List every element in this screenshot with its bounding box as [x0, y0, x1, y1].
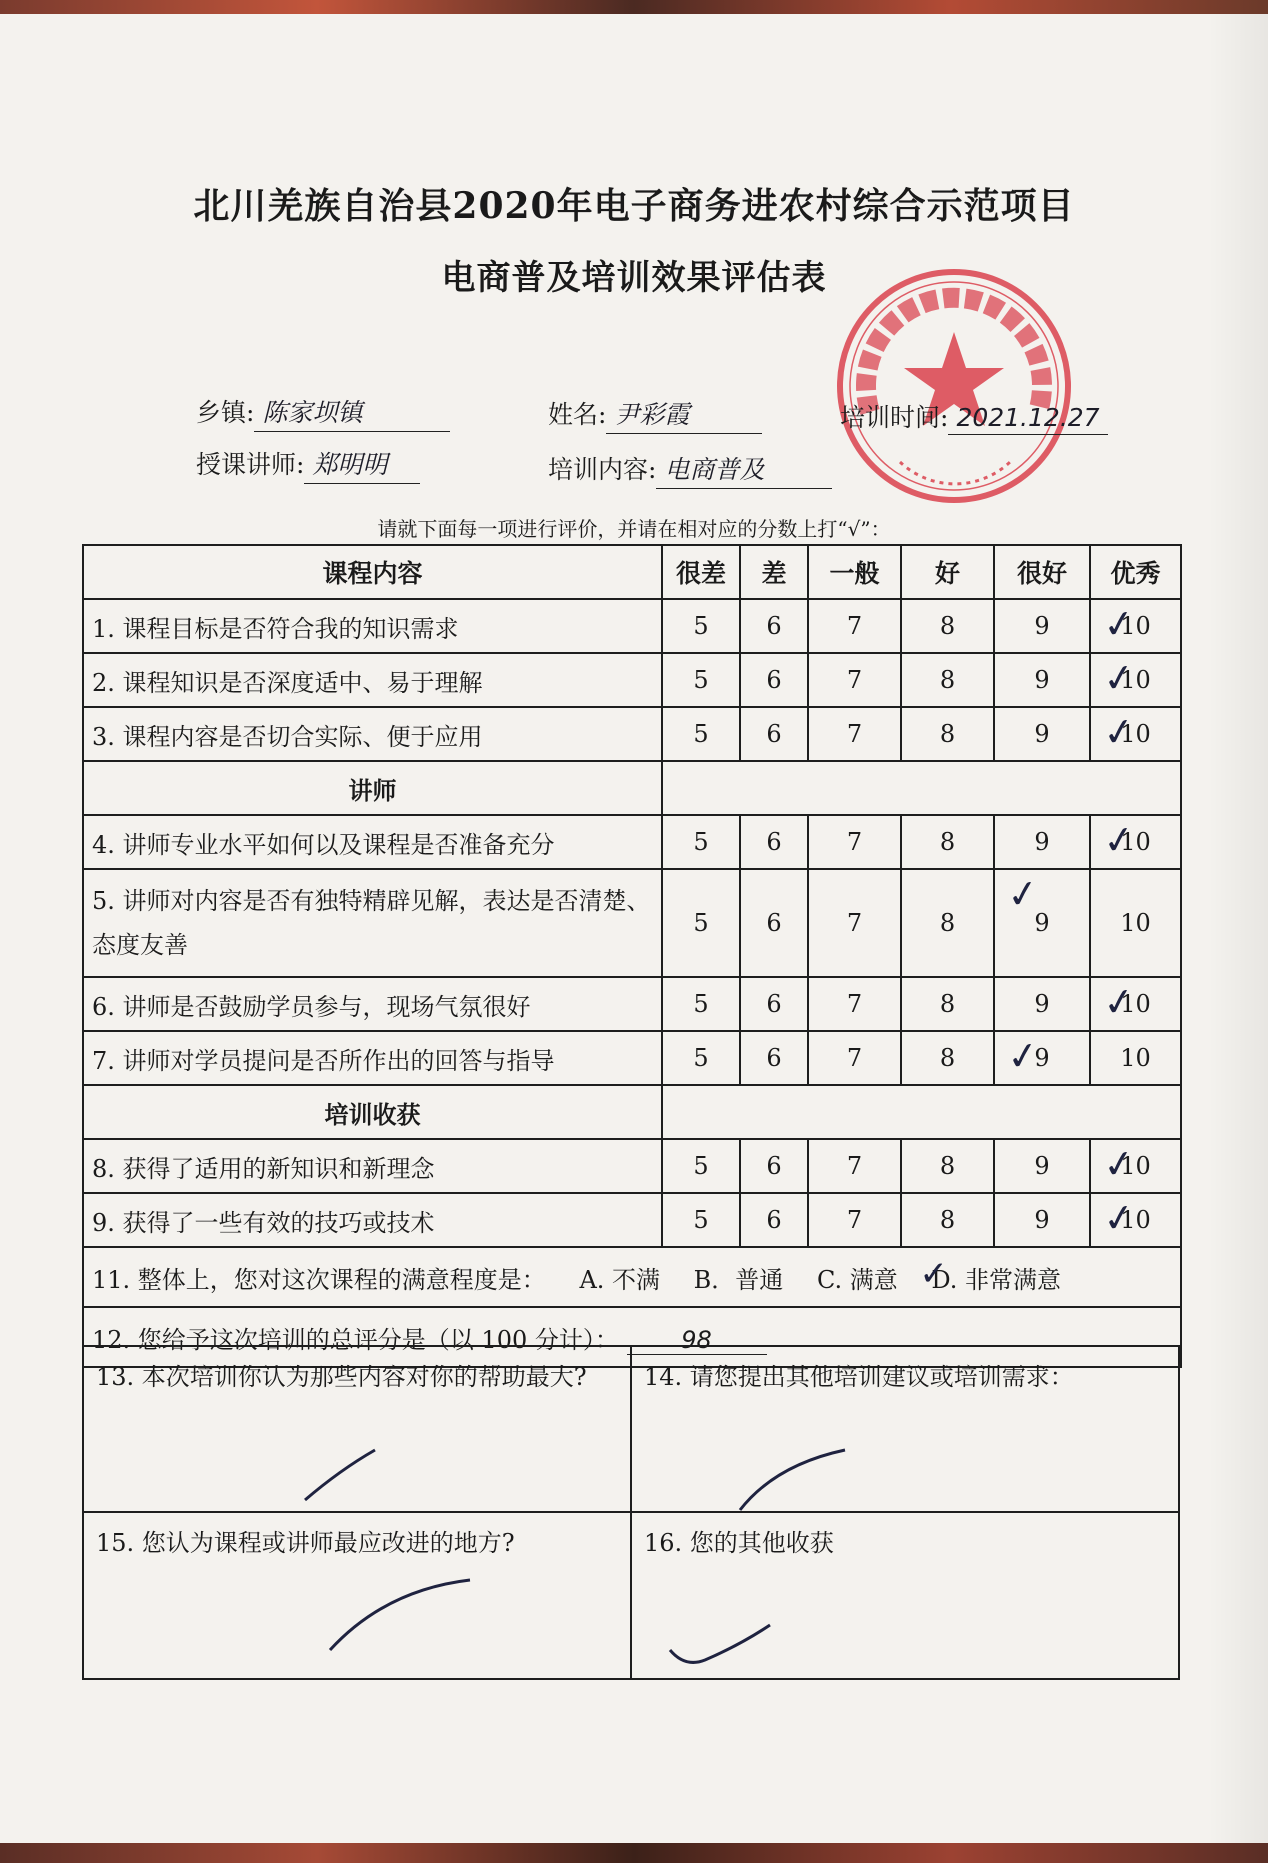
score-cell[interactable]: 6 — [740, 869, 808, 977]
score-cell[interactable]: 5 — [662, 1193, 740, 1247]
score-cell-checked[interactable]: 10 ✓ — [1090, 653, 1181, 707]
name-value: 尹彩霞 — [606, 395, 762, 434]
satisfaction-cell — [83, 1247, 1181, 1307]
score-cell[interactable]: 7 — [808, 815, 901, 869]
satisfaction-row — [83, 1247, 1181, 1307]
content-label: 培训内容: — [548, 455, 657, 484]
score-cell-checked[interactable]: 10 ✓ — [1090, 1139, 1181, 1193]
time-label: 培训时间: — [840, 403, 949, 432]
score-cell[interactable]: 6 — [740, 977, 808, 1031]
header-very-good: 很好 — [994, 545, 1090, 599]
option-d[interactable]: D. 非常满意 ✓ — [931, 1266, 1061, 1294]
score-cell[interactable]: 6 — [740, 707, 808, 761]
score-cell[interactable]: 8 — [901, 869, 994, 977]
score-cell[interactable]: 8 — [901, 977, 994, 1031]
instruction-text: 请就下面每一项进行评价，并请在相对应的分数上打“√”： — [377, 517, 891, 541]
town-value: 陈家坝镇 — [254, 393, 450, 432]
score-cell[interactable]: 5 — [662, 1139, 740, 1193]
score-cell[interactable]: 7 — [808, 1031, 901, 1085]
score-cell[interactable]: 5 — [662, 707, 740, 761]
score-cell[interactable]: 5 — [662, 1031, 740, 1085]
section-gain: 培训收获 — [83, 1085, 662, 1139]
score-cell-checked[interactable]: 10 ✓ — [1090, 815, 1181, 869]
question-text: 3. 课程内容是否切合实际、便于应用 — [83, 707, 662, 761]
score-cell-checked[interactable]: 9 ✓ — [994, 869, 1090, 977]
pen-stroke — [735, 1445, 855, 1515]
section-row-lecturer — [83, 761, 1181, 815]
lecturer-value: 郑明明 — [304, 445, 420, 484]
question-text: 2. 课程知识是否深度适中、易于理解 — [83, 653, 662, 707]
header-average: 一般 — [808, 545, 901, 599]
table-row — [83, 1139, 1181, 1193]
option-b[interactable]: B．普通 — [693, 1265, 784, 1294]
open-q15: 15. 您认为课程或讲师最应改进的地方? — [96, 1529, 515, 1557]
table-row — [83, 1031, 1181, 1085]
open-q16: 16. 您的其他收获 — [644, 1529, 834, 1557]
question-text: 4. 讲师专业水平如何以及课程是否准备充分 — [83, 815, 662, 869]
score-cell[interactable]: 7 — [808, 599, 901, 653]
table-row — [83, 653, 1181, 707]
score-cell[interactable]: 9 — [994, 653, 1090, 707]
section-lecturer: 讲师 — [83, 761, 662, 815]
table-row — [83, 1193, 1181, 1247]
open-q14: 14. 请您提出其他培训建议或培训需求： — [644, 1363, 1074, 1391]
table-row — [83, 707, 1181, 761]
header-good: 好 — [901, 545, 994, 599]
score-cell[interactable]: 6 — [740, 653, 808, 707]
score-cell[interactable]: 8 — [901, 599, 994, 653]
option-a[interactable]: A. 不满 — [579, 1265, 661, 1294]
score-cell[interactable]: 8 — [901, 1139, 994, 1193]
header-excellent: 优秀 — [1090, 545, 1181, 599]
name-field — [548, 395, 762, 434]
time-value: 2021.12.27 — [948, 403, 1107, 435]
score-cell-checked[interactable]: 10 ✓ — [1090, 977, 1181, 1031]
score-cell-checked[interactable]: 9 ✓ — [994, 1031, 1090, 1085]
score-cell[interactable]: 9 — [994, 815, 1090, 869]
score-cell[interactable]: 5 — [662, 869, 740, 977]
question-text: 6. 讲师是否鼓励学员参与，现场气氛很好 — [83, 977, 662, 1031]
open-questions-table — [82, 1345, 1180, 1680]
check-mark-icon — [665, 1620, 775, 1670]
score-cell[interactable]: 7 — [808, 977, 901, 1031]
town-label: 乡镇: — [196, 398, 255, 427]
score-cell[interactable]: 9 — [994, 707, 1090, 761]
open-q14-cell[interactable] — [631, 1346, 1179, 1512]
score-cell[interactable]: 7 — [808, 1193, 901, 1247]
satisfaction-question: 11. 整体上，您对这次课程的满意程度是： — [92, 1265, 546, 1294]
score-cell[interactable]: 7 — [808, 869, 901, 977]
open-q13: 13. 本次培训你认为那些内容对你的帮助最大? — [96, 1363, 587, 1391]
score-cell[interactable]: 5 — [662, 977, 740, 1031]
score-cell[interactable]: 8 — [901, 1031, 994, 1085]
header-very-poor: 很差 — [662, 545, 740, 599]
table-row — [83, 815, 1181, 869]
pen-stroke — [325, 1575, 475, 1655]
score-cell[interactable]: 5 — [662, 599, 740, 653]
score-cell[interactable]: 8 — [901, 1193, 994, 1247]
table-row — [83, 869, 1181, 977]
table-row — [83, 977, 1181, 1031]
score-cell[interactable]: 7 — [808, 1139, 901, 1193]
score-cell[interactable]: 7 — [808, 653, 901, 707]
score-cell[interactable]: 8 — [901, 653, 994, 707]
pen-stroke — [300, 1445, 380, 1505]
score-cell-checked[interactable]: 10 ✓ — [1090, 707, 1181, 761]
table-row — [83, 599, 1181, 653]
official-seal-stamp — [830, 262, 1078, 510]
question-text: 8. 获得了适用的新知识和新理念 — [83, 1139, 662, 1193]
lecturer-label: 授课讲师: — [196, 450, 305, 479]
score-cell[interactable]: 9 — [994, 1193, 1090, 1247]
score-cell-checked[interactable]: 10 ✓ — [1090, 599, 1181, 653]
score-cell[interactable]: 6 — [740, 1031, 808, 1085]
header-course-content: 课程内容 — [83, 545, 662, 599]
total-score-question: 12. 您给予这次培训的总评分是（以 100 分计）： — [92, 1325, 619, 1354]
name-label: 姓名: — [548, 400, 607, 429]
question-text: 9. 获得了一些有效的技巧或技术 — [83, 1193, 662, 1247]
score-cell[interactable]: 9 — [994, 1139, 1090, 1193]
score-cell[interactable]: 6 — [740, 1139, 808, 1193]
question-text: 5. 讲师对内容是否有独特精辟见解，表达是否清楚、态度友善 — [83, 869, 662, 977]
option-c[interactable]: C. 满意 — [816, 1265, 898, 1294]
total-score-value[interactable]: 98 — [627, 1326, 767, 1355]
score-cell[interactable]: 6 — [740, 815, 808, 869]
form-title: 北川羌族自治县2020年电子商务进农村综合示范项目 — [193, 185, 1075, 227]
photo-bottom-edge — [0, 1843, 1268, 1863]
score-cell[interactable]: 6 — [740, 1193, 808, 1247]
score-cell[interactable]: 7 — [808, 707, 901, 761]
table-header-row — [83, 545, 1181, 599]
photo-top-edge — [0, 0, 1268, 14]
section-row-gain — [83, 1085, 1181, 1139]
score-cell[interactable]: 8 — [901, 815, 994, 869]
time-field — [840, 398, 1108, 435]
score-cell-checked[interactable]: 10 ✓ — [1090, 1193, 1181, 1247]
score-cell[interactable]: 9 — [994, 599, 1090, 653]
header-poor: 差 — [740, 545, 808, 599]
question-text: 7. 讲师对学员提问是否所作出的回答与指导 — [83, 1031, 662, 1085]
score-cell[interactable]: 5 — [662, 653, 740, 707]
rating-table — [82, 544, 1182, 1368]
score-cell[interactable]: 8 — [901, 707, 994, 761]
lecturer-field — [196, 445, 420, 484]
content-value: 电商普及 — [656, 450, 832, 489]
score-cell[interactable]: 9 — [994, 977, 1090, 1031]
score-cell[interactable]: 6 — [740, 599, 808, 653]
score-cell[interactable]: 5 — [662, 815, 740, 869]
content-field — [548, 450, 832, 489]
score-cell[interactable]: 10 — [1090, 869, 1181, 977]
form-subtitle: 电商普及培训效果评估表 — [441, 258, 827, 298]
score-cell[interactable]: 10 — [1090, 1031, 1181, 1085]
question-text: 1. 课程目标是否符合我的知识需求 — [83, 599, 662, 653]
town-field — [196, 393, 450, 432]
